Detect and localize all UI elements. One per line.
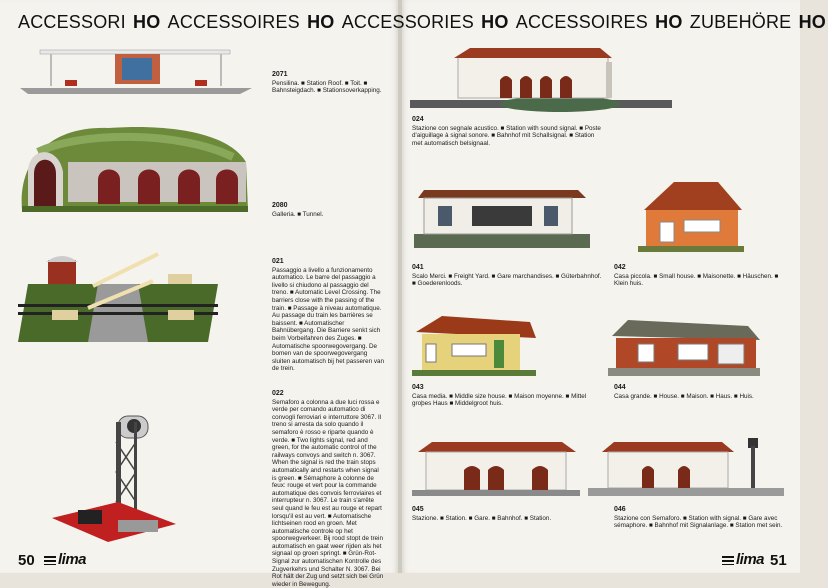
item-description: Galleria. ■ Tunnel.	[272, 210, 324, 218]
item-number: 2080	[272, 202, 288, 209]
header-word: ACCESSOIRES	[515, 12, 648, 32]
lima-logo-left	[44, 551, 86, 568]
caption-044	[614, 384, 784, 400]
header-word: ACCESSORI	[18, 12, 126, 32]
item-number: 2071	[272, 71, 288, 78]
header-ho: HO	[655, 12, 683, 32]
item-number: 024	[412, 116, 424, 123]
header-ho: HO	[307, 12, 335, 32]
tunnel-image	[18, 122, 250, 214]
caption-2071	[272, 71, 382, 95]
large-house-image	[608, 318, 760, 378]
logo-stripes-icon	[722, 556, 734, 565]
header-ho: HO	[798, 12, 827, 32]
caption-021	[272, 258, 384, 373]
logo-text: lima	[736, 551, 765, 568]
item-description: Stazione. ■ Station. ■ Gare. ■ Bahnhof. ■ Station.	[412, 514, 552, 522]
caption-022	[272, 390, 384, 588]
catalog-header	[18, 12, 827, 38]
item-description: Casa grande. ■ House. ■ Maison. ■ Haus. ■ Huis.	[614, 392, 754, 400]
item-description: Semaforo a colonna a due luci rossa e verde per comando automatico di convogli ferroviari e interruttore 3067. Il treno si arresta da solo quando il semaforo è rosso e riparte quando è verde. ■ Two lights signal, red and green, for the automatic control of the railways convoys and switch n. 3067. When the signal is red the train stops automatically and restarts when signal is green. ■ Sémaphore à colonne de feux: rouge et vert pour la commande automatique des convois ferroviaires et interrupteur n. 3067. Le train s'arrête seul quand le feu est au rouge et repart lorsqu'il est au vert. ■ Automatische lichtseinen rood en groen. Met automatische controle op het spoorwegverkeer. Bij rood stopt de trein automatisch en gaat weer rijden als het signaal op groen springt. ■ Grün-Rot-Signal zur automatischen Kontrolle des Zugverkehrs und Schalter N. 3067. Bei Rot hält der Zug und setzt sich bei Grün wieder in Bewegung.	[272, 398, 384, 588]
page-number-right: 51	[770, 552, 787, 569]
freight-yard-image	[414, 184, 590, 252]
item-number: 045	[412, 506, 424, 513]
middle-house-image	[412, 314, 536, 378]
item-description: Scalo Merci. ■ Freight Yard. ■ Gare marchandises. ■ Güterbahnhof. ■ Goederenloods.	[412, 272, 602, 288]
station-roof-image	[20, 44, 252, 96]
station-sound-image	[410, 44, 672, 112]
item-description: Stazione con segnale acustico. ■ Station with sound signal. ■ Poste d'aiguillage à signal sonore. ■ Bahnhof mit Schallsignal. ■ Station met automatisch belsignaal.	[412, 124, 601, 147]
logo-text: lima	[58, 551, 87, 568]
level-crossing-image	[18, 246, 218, 346]
item-number: 022	[272, 390, 284, 397]
header-word: ACCESSOIRES	[167, 12, 300, 32]
item-number: 042	[614, 264, 626, 271]
header-ho: HO	[133, 12, 161, 32]
item-description: Casa media. ■ Middle size house. ■ Maison moyenne. ■ Mittel groþes Haus ■ Middelgroot huis.	[412, 392, 587, 408]
lima-logo-right	[722, 551, 764, 568]
logo-stripes-icon	[44, 556, 56, 565]
caption-042	[614, 264, 786, 288]
item-number: 041	[412, 264, 424, 271]
header-ho: HO	[481, 12, 509, 32]
caption-2080	[272, 202, 382, 218]
item-description: Pensilina. ■ Station Roof. ■ Toit. ■ Bahnsteigdach. ■ Stationsoverkapping.	[272, 79, 382, 95]
caption-041	[412, 264, 602, 288]
caption-046	[614, 506, 784, 530]
item-description: Passaggio a livello a funzionamento automatico. Le barre del passaggio a livello si chiudono al passaggio del treno. ■ Automatic Level Crossing. The barriers close with the passing of the train. ■ Passage à niveau automatique. Au passage du train les barrières se baissent. ■ Automatischer Bahnübergang. Die Barriere senkt sich beim Vorbeifahren des Zuges. ■ Automatische spoorwegovergang. De bomen van de spoorwegovergang sluiten automatisch bij het passeren van de trein.	[272, 266, 385, 373]
station-with-signal-image	[588, 436, 784, 498]
signal-image	[48, 412, 178, 544]
caption-045	[412, 506, 562, 522]
header-word: ACCESSORIES	[341, 12, 474, 32]
small-house-image	[638, 180, 744, 254]
caption-024	[412, 116, 602, 147]
station-image	[412, 438, 580, 498]
page-number-left: 50	[18, 552, 35, 569]
page-gutter	[398, 0, 402, 573]
item-number: 021	[272, 258, 284, 265]
item-number: 043	[412, 384, 424, 391]
item-description: Casa piccola. ■ Small house. ■ Maisonette. ■ Häuschen. ■ Klein huis.	[614, 272, 779, 288]
item-number: 046	[614, 506, 626, 513]
header-word: ZUBEHÖRE	[689, 12, 792, 32]
caption-043	[412, 384, 602, 408]
item-description: Stazione con Semaforo. ■ Station with signal. ■ Gare avec sémaphore. ■ Bahnhof mit Signalanlage. ■ Station met sein.	[614, 514, 783, 530]
item-number: 044	[614, 384, 626, 391]
